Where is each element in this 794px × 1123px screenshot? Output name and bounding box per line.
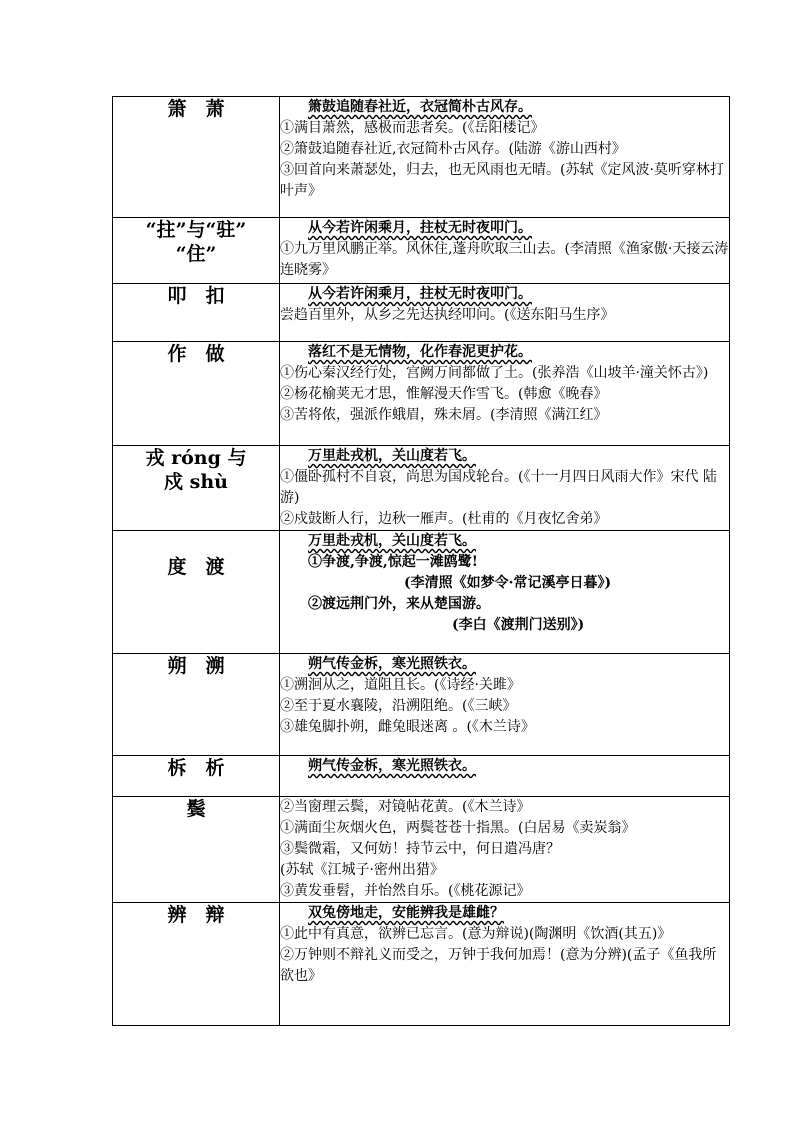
example-line: ②杨花榆荚无才思，惟解漫天作雪飞。(韩愈《晚春》 [280,386,608,402]
example-line: ①争渡,争渡,惊起一滩鸥鹭! [308,554,478,570]
example-heading: 朔气传金柝，寒光照铁衣。 [308,758,476,774]
row-content [280,654,730,756]
row-label [113,531,280,654]
example-heading: 万里赴戎机，关山度若飞。 [308,448,476,464]
example-line: ③回首向来萧瑟处，归去，也无风雨也无晴。(苏轼《定风波·莫听穿林打叶声》 [280,162,724,199]
example-line: ②戍鼓断人行，边秋一雁声。(杜甫的《月夜忆舍弟》 [280,511,608,527]
row-content [280,218,730,284]
example-line: ③苦将侬，强派作蛾眉，殊未屑。(李清照《满江红》 [280,407,608,423]
example-line: ②箫鼓追随春社近,衣冠简朴古风存。(陆游《游山西村》 [280,141,626,157]
row-label [113,446,280,531]
row-content [280,97,730,218]
example-line: ③黄发垂髫，并怡然自乐。(《桃花源记》 [280,883,531,899]
example-line: ①九万里风鹏正举。风休住,蓬舟吹取三山去。(李清照《渔家傲·天接云涛连晓雾》 [280,241,729,278]
example-source: (李白《渡荆门送别》) [452,617,585,633]
row-label [113,342,280,446]
example-heading: 双兔傍地走，安能辨我是雄雌？ [308,905,504,921]
row-label-text: 戍 shù [164,471,228,493]
row-content [280,531,730,654]
row-label-text: 柝 析 [167,757,225,779]
example-line: ①僵卧孤村不自哀，尚思为国戍轮台。(《十一月四日风雨大作》宋代 陆游) [280,469,717,506]
row-content [280,797,730,903]
row-content [280,756,730,797]
table-row [113,284,730,342]
example-line: ③雄兔脚扑朔，雌兔眼迷离 。(《木兰诗》 [280,719,535,735]
row-content [280,342,730,446]
row-label-text: 朔 溯 [167,655,225,677]
row-label [113,756,280,797]
example-line: ①满目萧然，感极而悲者矣。(《岳阳楼记》 [280,120,545,136]
row-label-text: “拄”与“驻” [145,219,247,241]
example-line: ③鬓微霜，又何妨！持节云中，何日遣冯唐？ [280,841,560,857]
row-label-text: 鬓 [186,798,206,820]
example-heading: 万里赴戎机，关山度若飞。 [308,533,476,549]
row-label-text: 作 做 [167,343,225,365]
example-heading: 箫鼓追随春社近，衣冠简朴古风存。 [308,99,532,115]
table-row [113,654,730,756]
table-row [113,342,730,446]
table-row [113,756,730,797]
table-row [113,797,730,903]
row-label [113,284,280,342]
table-row [113,531,730,654]
row-label [113,903,280,1026]
example-line: ①溯洄从之，道阻且长。(《诗经·关雎》 [280,677,521,693]
row-content [280,446,730,531]
example-line: ②至于夏水襄陵，沿溯阻绝。(《三峡》 [280,698,517,714]
row-content [280,284,730,342]
row-label-text: 辨 辩 [167,904,225,926]
example-heading: 从今若许闲乘月，拄杖无时夜叩门。 [308,220,532,236]
example-line: ①伤心秦汉经行处，宫阙万间都做了土。(张养浩《山坡羊·潼关怀古》) [280,365,709,381]
example-line: ②当窗理云鬓，对镜帖花黄。(《木兰诗》 [280,799,531,815]
table-row [113,97,730,218]
row-label-text: 戎 róng 与 [145,447,247,469]
row-label-text: 叩 扣 [167,285,225,307]
table-row [113,218,730,284]
example-line: ①此中有真意，欲辨已忘言。(意为辩说)(陶渊明《饮酒(其五)》 [280,926,672,942]
example-source: (李清照《如梦令·常记溪亭日暮》) [404,575,612,591]
example-line: 尝趋百里外，从乡之先达执经叩问。(《送东阳马生序》 [280,307,615,323]
row-label [113,654,280,756]
row-content [280,903,730,1026]
table-row [113,446,730,531]
row-label [113,97,280,218]
row-label [113,797,280,903]
row-label-text: 度 渡 [167,556,225,578]
example-line: ②渡远荆门外，来从楚国游。 [308,596,490,612]
example-line: ②万钟则不辩礼义而受之，万钟于我何加焉！(意为分辨)(孟子《鱼我所欲也》 [280,947,717,984]
example-line: ①满面尘灰烟火色，两鬓苍苍十指黑。(白居易《卖炭翁》 [280,820,636,836]
example-heading: 从今若许闲乘月，拄杖无时夜叩门。 [308,286,532,302]
example-heading: 朔气传金柝，寒光照铁衣。 [308,656,476,672]
row-label-text: “住” [175,243,217,265]
example-line: (苏轼《江城子·密州出猎》 [280,862,444,878]
row-label [113,218,280,284]
row-label-text: 箫 萧 [167,98,225,120]
example-heading: 落红不是无情物，化作春泥更护花。 [308,344,532,360]
table-row [113,903,730,1026]
vocabulary-table [112,96,730,1026]
